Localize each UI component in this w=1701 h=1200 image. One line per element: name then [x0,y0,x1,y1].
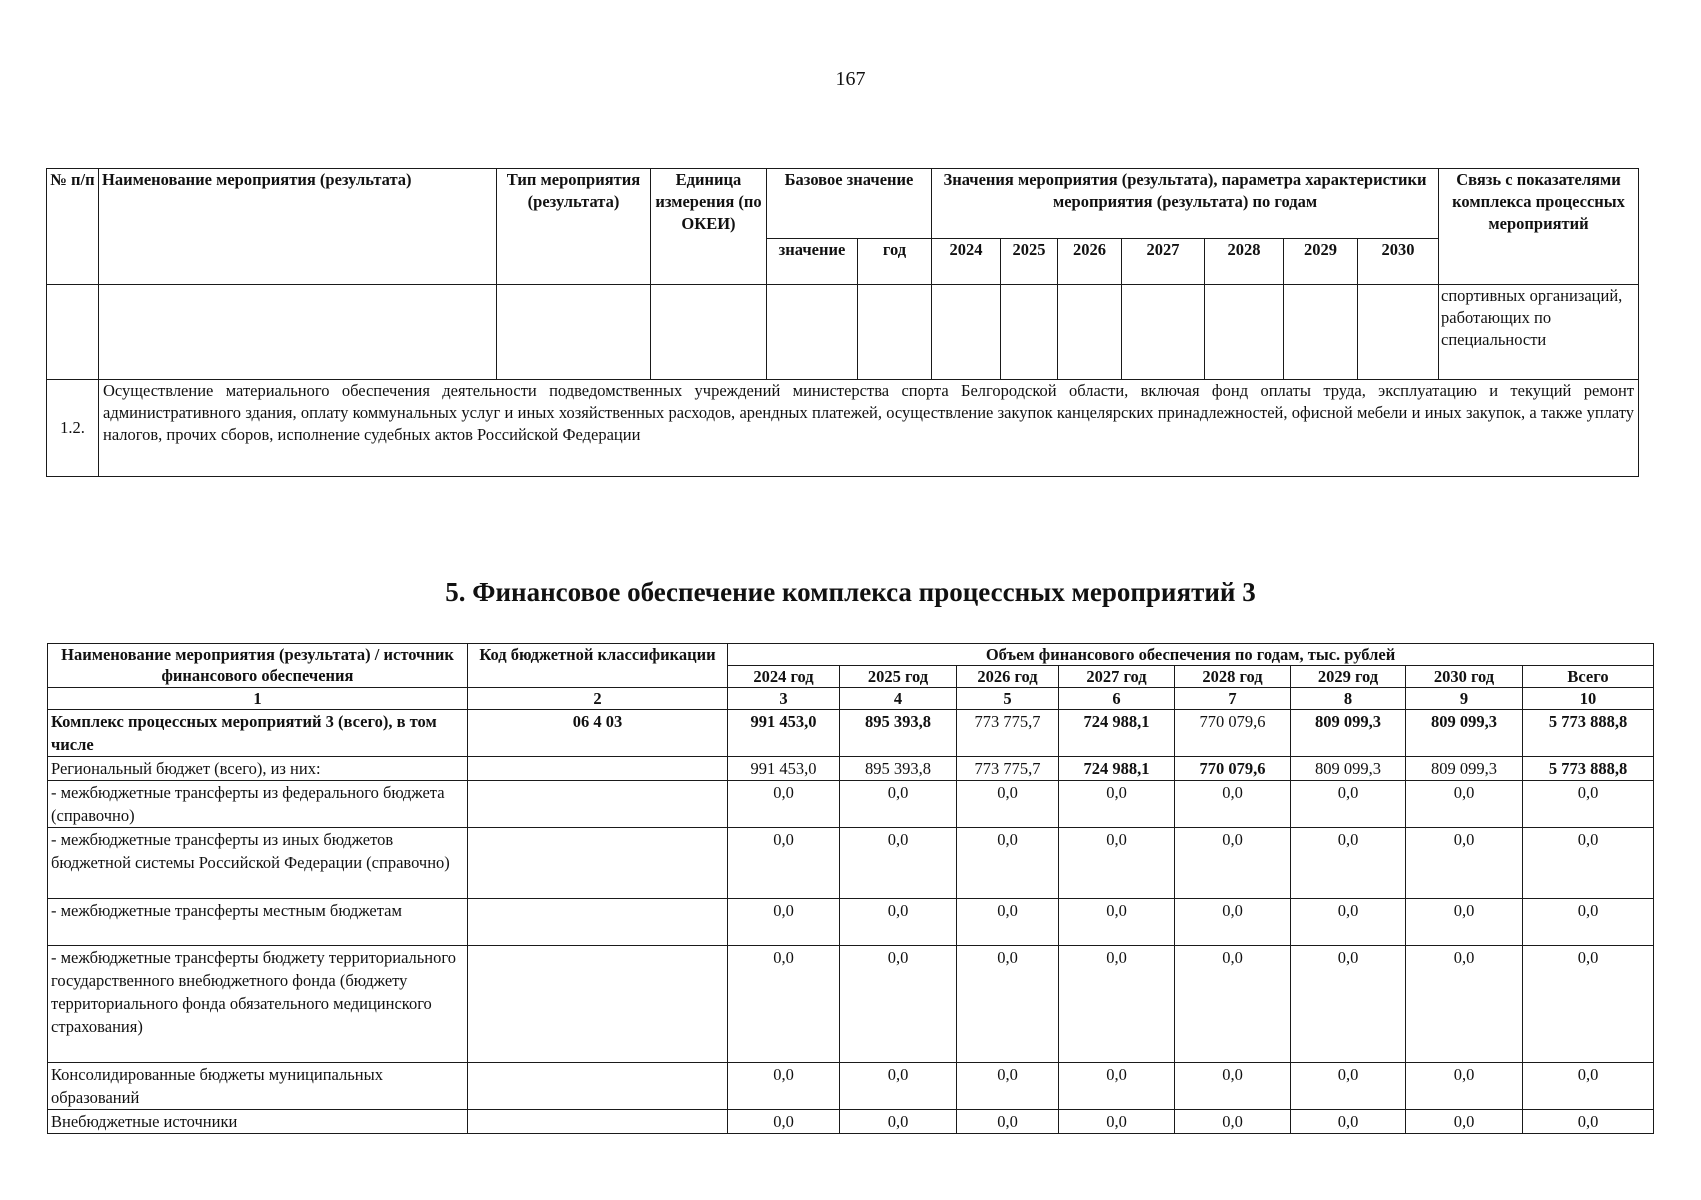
column-number-row [48,688,1654,710]
value-cell: 0,0 [1291,1063,1406,1110]
value-cell: 809 099,3 [1406,710,1523,757]
empty-cell [1284,285,1358,380]
value-cell: 0,0 [840,781,957,828]
empty-cell [858,285,932,380]
header-base-value: значение [767,239,858,285]
column-number: 2 [468,688,728,710]
value-cell: 773 775,7 [957,710,1059,757]
column-number: 10 [1523,688,1654,710]
value-cell: 0,0 [1406,899,1523,946]
header-year: 2024 [932,239,1001,285]
row-code [468,899,728,946]
row-name: - межбюджетные трансферты бюджету территориального государственного внебюджетного фонда (бюджету территориального фонда обязательного медицинского страхования) [48,946,468,1063]
row-code [468,781,728,828]
value-cell: 0,0 [840,828,957,899]
header-row [48,644,1654,666]
column-number: 9 [1406,688,1523,710]
value-cell: 809 099,3 [1291,757,1406,781]
empty-cell [1358,285,1439,380]
empty-cell [47,285,99,380]
column-number: 1 [48,688,468,710]
header-base: Базовое значение [767,169,932,239]
value-cell: 0,0 [1059,1063,1175,1110]
row-name: Консолидированные бюджеты муниципальных образований [48,1063,468,1110]
value-cell: 0,0 [1406,1063,1523,1110]
empty-cell [651,285,767,380]
header-link: Связь с показателями комплекса процессных мероприятий [1439,169,1639,285]
header-year: 2030 год [1406,666,1523,688]
value-cell: 0,0 [1175,1063,1291,1110]
row-name: Комплекс процессных мероприятий 3 (всего), в том числе [48,710,468,757]
value-cell: 991 453,0 [728,710,840,757]
row-code [468,1110,728,1134]
column-number: 4 [840,688,957,710]
row-code: 06 4 03 [468,710,728,757]
value-cell: 5 773 888,8 [1523,710,1654,757]
value-cell: 773 775,7 [957,757,1059,781]
header-year: 2027 [1122,239,1205,285]
header-year: 2026 [1058,239,1122,285]
header-volume: Объем финансового обеспечения по годам, тыс. рублей [728,644,1654,666]
value-cell: 0,0 [1291,946,1406,1063]
column-number: 3 [728,688,840,710]
value-cell: 0,0 [957,828,1059,899]
header-year: 2026 год [957,666,1059,688]
value-cell: 724 988,1 [1059,757,1175,781]
column-number: 6 [1059,688,1175,710]
header-total: Всего [1523,666,1654,688]
value-cell: 0,0 [1406,1110,1523,1134]
value-cell: 0,0 [840,1110,957,1134]
header-base-year: год [858,239,932,285]
value-cell: 0,0 [1291,828,1406,899]
empty-cell [1001,285,1058,380]
value-cell: 0,0 [1406,828,1523,899]
header-name: Наименование мероприятия (результата) / источник финансового обеспечения [48,644,468,688]
table-row [48,710,1654,757]
value-cell: 809 099,3 [1291,710,1406,757]
table-row [48,781,1654,828]
financing-table [47,643,1654,1134]
value-cell: 0,0 [840,946,957,1063]
continuation-row [47,285,1639,380]
value-cell: 0,0 [1291,899,1406,946]
value-cell: 809 099,3 [1406,757,1523,781]
value-cell: 0,0 [728,828,840,899]
header-year: 2027 год [1059,666,1175,688]
row-name: - межбюджетные трансферты местным бюджетам [48,899,468,946]
value-cell: 0,0 [1175,781,1291,828]
value-cell: 0,0 [728,1063,840,1110]
value-cell: 0,0 [1059,946,1175,1063]
value-cell: 0,0 [728,946,840,1063]
value-cell: 0,0 [957,781,1059,828]
empty-cell [767,285,858,380]
table-row [47,380,1639,477]
value-cell: 0,0 [1175,828,1291,899]
link-text-cell: спортивных организаций, работающих по специальности [1439,285,1639,380]
value-cell: 0,0 [1523,946,1654,1063]
row-code [468,828,728,899]
value-cell: 770 079,6 [1175,757,1291,781]
table-row [48,757,1654,781]
row-name: - межбюджетные трансферты из федерального бюджета (справочно) [48,781,468,828]
row-name: Внебюджетные источники [48,1110,468,1134]
value-cell: 5 773 888,8 [1523,757,1654,781]
value-cell: 895 393,8 [840,757,957,781]
value-cell: 0,0 [957,899,1059,946]
header-year: 2025 [1001,239,1058,285]
value-cell: 0,0 [957,1063,1059,1110]
header-year: 2028 год [1175,666,1291,688]
header-year: 2028 [1205,239,1284,285]
value-cell: 770 079,6 [1175,710,1291,757]
empty-cell [1058,285,1122,380]
row-name: - межбюджетные трансферты из иных бюджетов бюджетной системы Российской Федерации (справочно) [48,828,468,899]
value-cell: 0,0 [1523,828,1654,899]
column-number: 8 [1291,688,1406,710]
header-code: Код бюджетной классификации [468,644,728,688]
header-year: 2024 год [728,666,840,688]
header-unit: Единица измерения (по ОКЕИ) [651,169,767,285]
empty-cell [1205,285,1284,380]
header-year: 2025 год [840,666,957,688]
empty-cell [1122,285,1205,380]
value-cell: 0,0 [1059,781,1175,828]
row-name: Региональный бюджет (всего), из них: [48,757,468,781]
value-cell: 0,0 [1523,1110,1654,1134]
value-cell: 0,0 [1291,781,1406,828]
value-cell: 0,0 [1175,1110,1291,1134]
value-cell: 0,0 [1059,828,1175,899]
value-cell: 0,0 [1175,899,1291,946]
header-year: 2029 год [1291,666,1406,688]
empty-cell [497,285,651,380]
value-cell: 0,0 [1291,1110,1406,1134]
header-year: 2029 [1284,239,1358,285]
header-type: Тип мероприятия (результата) [497,169,651,285]
header-values: Значения мероприятия (результата), параметра характеристики мероприятия (результата) по годам [932,169,1439,239]
table-row [48,899,1654,946]
row-code [468,946,728,1063]
table-row [48,828,1654,899]
header-num: № п/п [47,169,99,285]
value-cell: 991 453,0 [728,757,840,781]
empty-cell [99,285,497,380]
header-row [47,169,1639,239]
value-cell: 0,0 [1406,946,1523,1063]
value-cell: 0,0 [957,946,1059,1063]
section-title: 5. Финансовое обеспечение комплекса процессных мероприятий 3 [445,577,1256,607]
value-cell: 895 393,8 [840,710,957,757]
value-cell: 0,0 [728,899,840,946]
value-cell: 0,0 [1175,946,1291,1063]
value-cell: 0,0 [1523,1063,1654,1110]
value-cell: 724 988,1 [1059,710,1175,757]
empty-cell [932,285,1001,380]
value-cell: 0,0 [840,1063,957,1110]
value-cell: 0,0 [1523,781,1654,828]
column-number: 7 [1175,688,1291,710]
table-row [48,1063,1654,1110]
activities-table [46,168,1639,477]
table-row [48,1110,1654,1134]
table-row [48,946,1654,1063]
value-cell: 0,0 [728,781,840,828]
row-code [468,757,728,781]
row-description: Осуществление материального обеспечения деятельности подведомственных учреждений министерства спорта Белгородской области, включая фонд оплаты труда, эксплуатацию и текущий ремонт административного здания, оплату коммунальных услуг и иных хозяйственных расходов, арендных платежей, осуществление закупок канцелярских принадлежностей, офисной мебели и иных закупок, а также уплату налогов, прочих сборов, исполнение судебных актов Российской Федерации [99,380,1639,477]
value-cell: 0,0 [840,899,957,946]
header-name: Наименование мероприятия (результата) [99,169,497,285]
value-cell: 0,0 [957,1110,1059,1134]
value-cell: 0,0 [1406,781,1523,828]
column-number: 5 [957,688,1059,710]
row-code [468,1063,728,1110]
page-number: 167 [835,68,866,90]
header-year: 2030 [1358,239,1439,285]
value-cell: 0,0 [1059,899,1175,946]
value-cell: 0,0 [1059,1110,1175,1134]
value-cell: 0,0 [1523,899,1654,946]
row-number: 1.2. [47,380,99,477]
value-cell: 0,0 [728,1110,840,1134]
